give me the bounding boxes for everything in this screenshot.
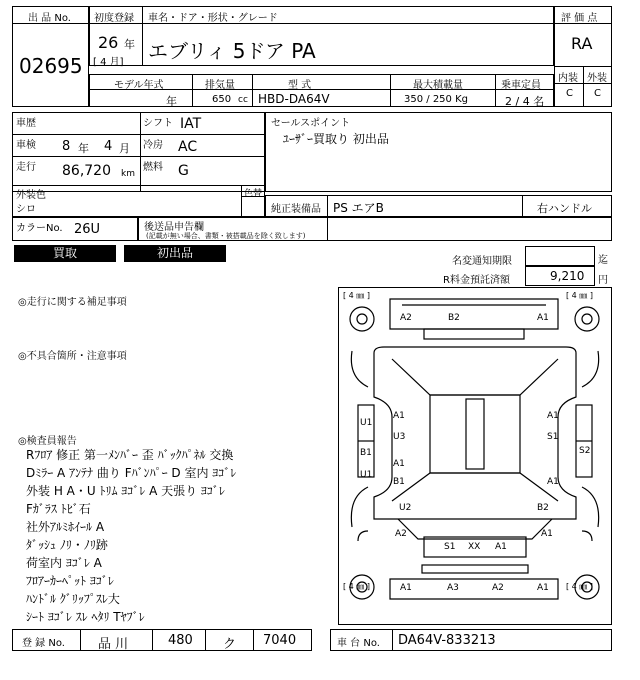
interior-grade: C — [566, 88, 573, 99]
name-change-label: 名変通知期限 — [452, 256, 512, 267]
sales-point: ﾕｰｻﾞｰ買取り 初出品 — [283, 132, 389, 146]
inspector-line: ｼｰﾄ ﾖｺﾞﾚ ｽﾚ ﾍﾀﾘ Tﾔﾌﾞﾚ — [26, 610, 145, 624]
damage-mark: A3 — [447, 583, 459, 593]
post-docs-note: (記載が無い場合、書類・被搭載品を除く致します) — [146, 232, 306, 240]
inspector-report — [26, 446, 326, 626]
equipment: PS エアB — [333, 201, 384, 215]
steering: 右ハンドル — [537, 202, 592, 215]
details-box — [12, 112, 265, 192]
first-reg-year-unit: 年 — [124, 38, 135, 51]
damage-mark: S1 — [547, 432, 559, 442]
ext-color-label: 外装色 — [16, 190, 46, 201]
damage-mark: S2 — [579, 446, 591, 456]
damage-mark: A1 — [541, 529, 553, 539]
inspector-line: 外装 H A・U ﾄﾘﾑ ﾖｺﾞﾚ A 天張り ﾖｺﾞﾚ — [26, 484, 225, 498]
inspection-month-unit: 月 — [119, 142, 130, 155]
inspector-line: Dﾐﾗｰ A ｱﾝﾃﾅ 曲り Fﾊﾞﾝﾊﾟｰ D 室内 ﾖｺﾞﾚ — [26, 466, 237, 480]
ac-label: 冷房 — [143, 140, 163, 151]
lot-number-label: 出 品 No. — [28, 13, 71, 24]
inspector-line: ﾊﾝﾄﾞﾙ ｸﾞﾘｯﾌﾟｽﾚ大 — [26, 592, 120, 606]
damage-mark: B2 — [448, 313, 460, 323]
recycle-unit: 円 — [598, 275, 608, 286]
damage-mark: A1 — [547, 477, 559, 487]
displacement-unit: cc — [238, 95, 248, 105]
color-no-label: カラーNo. — [16, 223, 63, 234]
exterior-grade: C — [594, 88, 601, 99]
model-type: HBD-DA64V — [258, 92, 330, 106]
color-change-label: 色替 — [244, 189, 263, 199]
damage-mark: B1 — [360, 448, 372, 458]
damage-mark: A2 — [400, 313, 412, 323]
name-change-box — [525, 246, 595, 266]
damage-mark: A1 — [393, 411, 405, 421]
inspector-label: ◎検査員報告 — [18, 436, 77, 447]
buyback-badge: 買取 — [14, 245, 116, 262]
inspection-label: 車検 — [16, 140, 36, 151]
recycle-value: 9,210 — [550, 269, 585, 283]
inspector-line: Rﾌﾛｱ 修正 第一ﾒﾝﾊﾞｰ 歪 ﾊﾞｯｸﾊﾟﾈﾙ 交換 — [26, 448, 234, 462]
damage-mark: A2 — [492, 583, 504, 593]
sales-point-label: セールスポイント — [271, 118, 351, 129]
chassis-number: DA64V-833213 — [398, 633, 496, 648]
tire-icon — [575, 307, 599, 331]
mileage-label: 走行 — [16, 162, 36, 173]
car-info-label: 車名・ドア・形状・グレード — [148, 13, 278, 24]
history-label: 車歴 — [16, 118, 36, 129]
car-diagram — [338, 287, 612, 625]
shift-label: シフト — [143, 118, 173, 129]
capacity-label: 乗車定員 — [501, 80, 541, 91]
damage-mark: B2 — [537, 503, 549, 513]
tire-depth-tl: [ 4 ㎜ ] — [343, 291, 370, 300]
damage-mark: A1 — [537, 313, 549, 323]
type-label: 型 式 — [288, 80, 312, 91]
interior-label: 内装 — [558, 73, 578, 84]
grade-label: 評 価 点 — [561, 13, 598, 24]
max-load-label: 最大積載量 — [413, 80, 463, 91]
equipment-label: 純正装備品 — [271, 204, 321, 215]
shift: IAT — [180, 116, 202, 132]
damage-mark: U3 — [393, 432, 406, 442]
mileage-unit: km — [121, 169, 135, 179]
driving-notes-label: ◎走行に関する補足事項 — [18, 297, 127, 308]
tire-depth-bl: [ 4 ㎜ ] — [343, 582, 370, 591]
reg-number: 7040 — [263, 633, 297, 648]
ext-color-box — [12, 185, 265, 217]
first-reg-month: [ 4 月] — [93, 57, 124, 68]
damage-mark: A1 — [393, 459, 405, 469]
reg-no-label: 登 録 No. — [22, 638, 65, 649]
inspector-line: ﾀﾞｯｼｭ ﾉﾘ・ﾉﾘ跡 — [26, 538, 108, 552]
mileage: 86,720 — [62, 163, 111, 179]
fuel: G — [178, 163, 189, 179]
car-name: エブリィ 5ドア PA — [148, 39, 316, 63]
inspection-month: 4 — [104, 139, 113, 154]
displacement-label: 排気量 — [205, 80, 235, 91]
fuel-label: 燃料 — [143, 162, 163, 173]
first-reg-year: 26 — [98, 33, 119, 52]
tire-depth-tr: [ 4 ㎜ ] — [566, 291, 593, 300]
inspector-line: 荷室内 ﾖｺﾞﾚ A — [26, 556, 102, 570]
first-listing-badge: 初出品 — [124, 245, 226, 262]
inspector-line: 社外ｱﾙﾐﾎｲｰﾙ A — [26, 520, 105, 534]
damage-mark: A2 — [395, 529, 407, 539]
damage-mark: A1 — [400, 583, 412, 593]
damage-mark: A1 — [495, 542, 507, 552]
lot-number: 02695 — [19, 54, 83, 78]
overall-grade: RA — [571, 34, 593, 53]
inspector-line: ﾌﾛｱｰｶｰﾍﾟｯﾄ ﾖｺﾞﾚ — [26, 574, 114, 588]
damage-mark: B1 — [393, 477, 405, 487]
first-reg-label: 初度登録 — [94, 13, 134, 24]
inspection-year-unit: 年 — [78, 142, 89, 155]
damage-mark: S1 — [444, 542, 456, 552]
reg-kana: ク — [223, 637, 237, 652]
inspector-line: Fｶﾞﾗｽ ﾄﾋﾞ石 — [26, 502, 91, 516]
recycle-label: R料金預託済額 — [443, 275, 510, 286]
reg-class: 480 — [168, 633, 193, 648]
model-year-unit: 年 — [166, 95, 177, 108]
damage-mark: A1 — [547, 411, 559, 421]
damage-mark: XX — [468, 542, 481, 552]
max-load: 350 / 250 Kg — [404, 94, 468, 105]
damage-mark: U2 — [399, 503, 412, 513]
inspection-year: 8 — [62, 139, 71, 154]
damage-mark: U1 — [360, 470, 373, 480]
capacity: 2 / 4 名 — [505, 95, 545, 108]
damage-mark: A1 — [537, 583, 549, 593]
name-change-unit: 迄 — [598, 255, 608, 266]
ext-color: シロ — [16, 204, 36, 215]
defects-label: ◎不具合箇所・注意事項 — [18, 351, 127, 362]
model-year-label: モデル年式 — [114, 80, 164, 91]
exterior-label: 外装 — [587, 73, 607, 84]
tire-depth-br: [ 4 ㎜ ] — [566, 582, 593, 591]
chassis-label: 車 台 No. — [337, 638, 380, 649]
post-docs-label: 後送品申告欄 — [144, 222, 204, 233]
color-no: 26U — [74, 222, 101, 237]
reg-area: 品 川 — [98, 637, 129, 652]
displacement: 650 — [212, 94, 232, 105]
ac: AC — [178, 139, 198, 155]
damage-mark: U1 — [360, 418, 373, 428]
tire-icon — [350, 307, 374, 331]
